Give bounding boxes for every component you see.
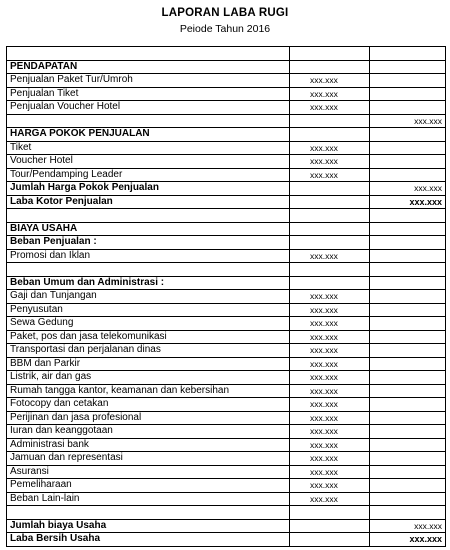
row-total-amount [370,371,446,385]
row-detail-amount: xxx.xxx [290,74,370,88]
row-total-amount [370,87,446,101]
row-total-amount [370,168,446,182]
row-detail-amount [290,519,370,533]
row-total-amount [370,209,446,223]
row-label: Promosi dan Iklan [7,249,290,263]
table-row [7,398,446,412]
row-total-amount [370,303,446,317]
row-label: Beban Umum dan Administrasi : [7,276,290,290]
table-row [7,168,446,182]
row-total-amount [370,465,446,479]
table-row [7,506,446,520]
row-total-amount [370,290,446,304]
row-total-amount [370,344,446,358]
row-label: Laba Bersih Usaha [7,533,290,547]
row-label: Tiket [7,141,290,155]
table-row [7,344,446,358]
row-total-amount: xxx.xxx [370,519,446,533]
row-label: Asuransi [7,465,290,479]
row-label: BIAYA USAHA [7,222,290,236]
row-detail-amount: xxx.xxx [290,479,370,493]
row-detail-amount: xxx.xxx [290,330,370,344]
row-total-amount [370,128,446,142]
row-detail-amount: xxx.xxx [290,398,370,412]
row-detail-amount: xxx.xxx [290,155,370,169]
table-row [7,128,446,142]
table-row [7,438,446,452]
row-detail-amount: xxx.xxx [290,101,370,115]
table-row [7,276,446,290]
row-label: Penjualan Voucher Hotel [7,101,290,115]
row-label: Voucher Hotel [7,155,290,169]
row-total-amount [370,276,446,290]
row-label: Iuran dan keanggotaan [7,425,290,439]
table-row [7,479,446,493]
table-row [7,519,446,533]
table-row [7,303,446,317]
table-row [7,492,446,506]
row-label: Gaji dan Tunjangan [7,290,290,304]
report-period: Peiode Tahun 2016 [179,23,271,35]
row-detail-amount: xxx.xxx [290,317,370,331]
row-label: Pemeliharaan [7,479,290,493]
table-row [7,182,446,196]
row-label: Listrik, air dan gas [7,371,290,385]
row-total-amount [370,263,446,277]
row-detail-amount: xxx.xxx [290,452,370,466]
row-label: Jumlah biaya Usaha [7,519,290,533]
row-total-amount [370,506,446,520]
table-row [7,47,446,61]
row-label: Fotocopy dan cetakan [7,398,290,412]
table-row [7,411,446,425]
table-row [7,236,446,250]
row-detail-amount [290,506,370,520]
income-statement-body [7,47,446,547]
row-total-amount [370,317,446,331]
row-label: Perijinan dan jasa profesional [7,411,290,425]
row-total-amount [370,452,446,466]
row-label: Administrasi bank [7,438,290,452]
row-total-amount [370,492,446,506]
row-label: Sewa Gedung [7,317,290,331]
row-detail-amount [290,128,370,142]
row-detail-amount: xxx.xxx [290,492,370,506]
table-row [7,357,446,371]
row-detail-amount: xxx.xxx [290,411,370,425]
row-total-amount [370,236,446,250]
row-detail-amount [290,533,370,547]
row-detail-amount: xxx.xxx [290,168,370,182]
row-label [7,114,290,128]
row-detail-amount [290,114,370,128]
row-detail-amount [290,276,370,290]
row-detail-amount [290,47,370,61]
row-detail-amount [290,60,370,74]
income-statement-table [6,46,446,547]
row-detail-amount: xxx.xxx [290,141,370,155]
row-label: Jumlah Harga Pokok Penjualan [7,182,290,196]
table-row [7,141,446,155]
row-total-amount [370,249,446,263]
row-total-amount [370,60,446,74]
table-row [7,74,446,88]
row-label: Beban Lain-lain [7,492,290,506]
row-total-amount [370,141,446,155]
row-detail-amount [290,209,370,223]
row-detail-amount: xxx.xxx [290,425,370,439]
row-label: Rumah tangga kantor, keamanan dan kebersihan [7,384,290,398]
row-label: Jamuan dan representasi [7,452,290,466]
row-total-amount [370,74,446,88]
row-total-amount [370,384,446,398]
table-row [7,533,446,547]
row-label [7,506,290,520]
table-row [7,452,446,466]
row-detail-amount [290,182,370,196]
row-total-amount [370,222,446,236]
table-row [7,101,446,115]
row-label: HARGA POKOK PENJUALAN [7,128,290,142]
table-row [7,87,446,101]
table-row [7,114,446,128]
table-row [7,155,446,169]
table-row [7,222,446,236]
row-total-amount [370,357,446,371]
table-row [7,290,446,304]
report-title: LAPORAN LABA RUGI [161,7,289,19]
row-label [7,209,290,223]
row-label: Penjualan Tiket [7,87,290,101]
row-label: Laba Kotor Penjualan [7,195,290,209]
table-row [7,60,446,74]
row-detail-amount [290,236,370,250]
row-total-amount [370,411,446,425]
table-row [7,209,446,223]
table-row [7,371,446,385]
row-detail-amount: xxx.xxx [290,87,370,101]
row-label: Penyusutan [7,303,290,317]
table-row [7,195,446,209]
row-detail-amount [290,222,370,236]
table-row [7,263,446,277]
row-label [7,263,290,277]
table-row [7,465,446,479]
row-total-amount [370,47,446,61]
row-label [7,47,290,61]
row-total-amount: xxx.xxx [370,533,446,547]
row-detail-amount: xxx.xxx [290,249,370,263]
row-detail-amount: xxx.xxx [290,303,370,317]
row-label: Penjualan Paket Tur/Umroh [7,74,290,88]
row-detail-amount: xxx.xxx [290,357,370,371]
row-total-amount [370,155,446,169]
row-detail-amount: xxx.xxx [290,465,370,479]
row-total-amount: xxx.xxx [370,182,446,196]
row-total-amount [370,425,446,439]
table-row [7,384,446,398]
row-label: Transportasi dan perjalanan dinas [7,344,290,358]
row-detail-amount: xxx.xxx [290,384,370,398]
report-header [0,6,450,36]
table-row [7,425,446,439]
row-label: Paket, pos dan jasa telekomunikasi [7,330,290,344]
row-detail-amount [290,263,370,277]
row-detail-amount: xxx.xxx [290,438,370,452]
table-row [7,249,446,263]
row-detail-amount: xxx.xxx [290,371,370,385]
row-detail-amount: xxx.xxx [290,290,370,304]
row-detail-amount [290,195,370,209]
row-total-amount [370,101,446,115]
row-label: Beban Penjualan : [7,236,290,250]
row-label: BBM dan Parkir [7,357,290,371]
row-total-amount [370,438,446,452]
row-label: Tour/Pendamping Leader [7,168,290,182]
row-detail-amount: xxx.xxx [290,344,370,358]
table-row [7,317,446,331]
row-total-amount [370,330,446,344]
row-total-amount [370,479,446,493]
row-total-amount: xxx.xxx [370,114,446,128]
row-label: PENDAPATAN [7,60,290,74]
row-total-amount [370,398,446,412]
row-total-amount: xxx.xxx [370,195,446,209]
table-row [7,330,446,344]
